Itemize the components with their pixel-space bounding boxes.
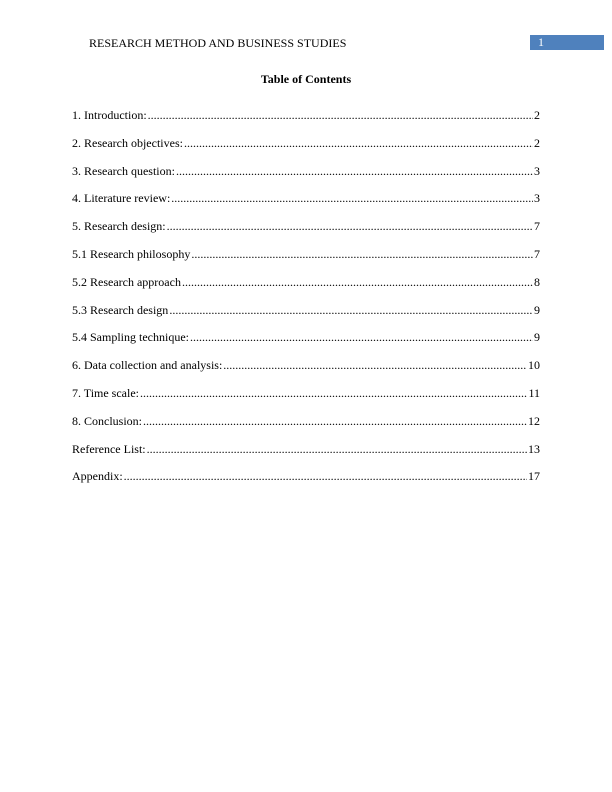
toc-entry[interactable] bbox=[72, 469, 540, 497]
toc-entry-label: 2. Research objectives: bbox=[72, 135, 183, 150]
toc-leader-dots bbox=[124, 469, 527, 484]
toc-entry-label: 8. Conclusion: bbox=[72, 413, 143, 428]
toc-leader-dots bbox=[140, 386, 527, 401]
toc-title: Table of Contents bbox=[260, 72, 352, 86]
toc-entry[interactable] bbox=[72, 219, 540, 247]
toc-entry-label: 4. Literature review: bbox=[72, 191, 171, 206]
toc-entry-page: 9 bbox=[534, 330, 540, 345]
toc-entry-label: 6. Data collection and analysis: bbox=[72, 358, 223, 373]
toc-entry-label: 5.1 Research philosophy bbox=[72, 246, 191, 261]
toc-entry-label: 7. Time scale: bbox=[72, 385, 140, 400]
toc-entry[interactable] bbox=[72, 136, 540, 164]
toc-leader-dots bbox=[171, 191, 533, 206]
toc-leader-dots bbox=[169, 303, 533, 318]
toc-leader-dots bbox=[182, 275, 533, 290]
toc-entry[interactable] bbox=[72, 108, 540, 136]
toc-entry[interactable] bbox=[72, 386, 540, 414]
toc-entry-label: 5.2 Research approach bbox=[72, 274, 181, 289]
toc-entry-page: 3 bbox=[534, 191, 540, 206]
running-header: RESEARCH METHOD AND BUSINESS STUDIES bbox=[89, 36, 347, 50]
toc-entry-label: 5.3 Research design bbox=[72, 302, 169, 317]
toc-entry-page: 13 bbox=[528, 441, 540, 456]
toc-entry[interactable] bbox=[72, 442, 540, 470]
toc-entry-page: 7 bbox=[534, 246, 540, 261]
toc-leader-dots bbox=[190, 330, 533, 345]
toc-entry[interactable] bbox=[72, 330, 540, 358]
toc-entry[interactable] bbox=[72, 247, 540, 275]
toc-entry-page: 2 bbox=[534, 108, 540, 122]
table-of-contents bbox=[72, 108, 540, 497]
toc-entry-page: 2 bbox=[534, 135, 540, 150]
toc-entry-label: 1. Introduction: bbox=[72, 108, 147, 122]
toc-entry-page: 17 bbox=[528, 469, 540, 484]
toc-entry-page: 3 bbox=[534, 163, 540, 178]
toc-entry-label: 3. Research question: bbox=[72, 163, 175, 178]
toc-leader-dots bbox=[143, 414, 527, 429]
toc-entry-label: Appendix: bbox=[72, 469, 123, 484]
toc-entry[interactable] bbox=[72, 275, 540, 303]
toc-leader-dots bbox=[176, 164, 533, 179]
toc-entry-page: 7 bbox=[534, 219, 540, 234]
toc-entry-label: 5.4 Sampling technique: bbox=[72, 330, 189, 345]
toc-entry[interactable] bbox=[72, 164, 540, 192]
toc-leader-dots bbox=[148, 108, 533, 123]
toc-entry-label: 5. Research design: bbox=[72, 219, 166, 234]
toc-entry-page: 11 bbox=[528, 385, 540, 400]
page-number-badge: 1 bbox=[530, 35, 604, 50]
toc-entry-page: 9 bbox=[534, 302, 540, 317]
toc-entry[interactable] bbox=[72, 191, 540, 219]
toc-entry-page: 12 bbox=[528, 413, 540, 428]
toc-leader-dots bbox=[223, 358, 527, 373]
toc-entry-label: Reference List: bbox=[72, 441, 146, 456]
toc-entry[interactable] bbox=[72, 414, 540, 442]
toc-leader-dots bbox=[184, 136, 533, 151]
toc-entry[interactable] bbox=[72, 303, 540, 331]
toc-leader-dots bbox=[191, 247, 533, 262]
toc-leader-dots bbox=[167, 219, 533, 234]
toc-entry-page: 10 bbox=[528, 358, 540, 373]
toc-entry-page: 8 bbox=[534, 274, 540, 289]
toc-leader-dots bbox=[147, 442, 527, 457]
toc-entry[interactable] bbox=[72, 358, 540, 386]
